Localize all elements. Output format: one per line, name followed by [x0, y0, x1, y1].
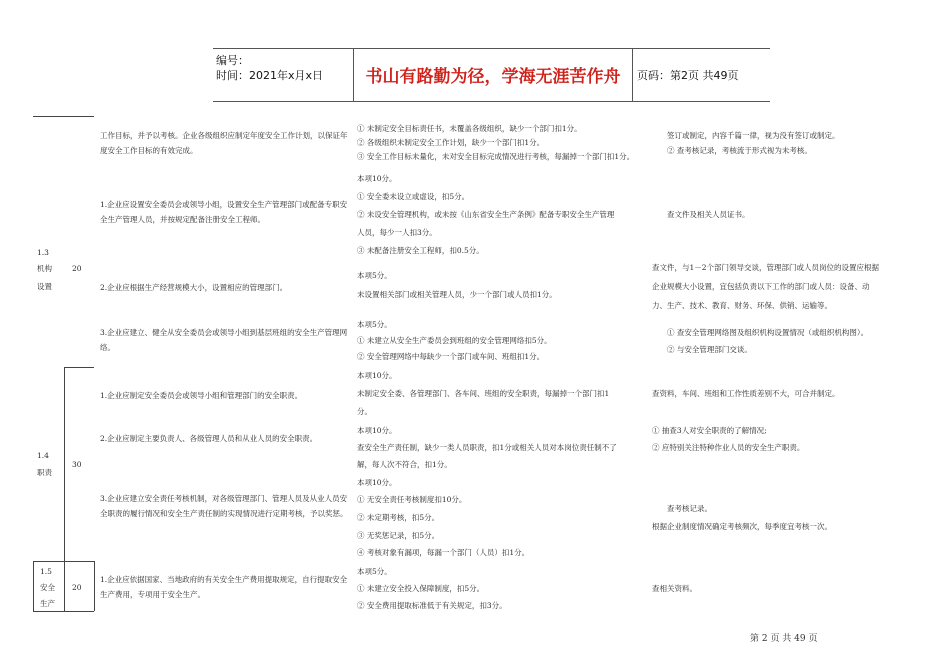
s13-item2-method-line: 力、生产、技术、教育、财务、环保、供销、运输等。: [652, 301, 832, 310]
rule-s14-left: [64, 367, 65, 561]
s14-item2-score-line: 解，每人次不符合，扣1分。: [357, 460, 452, 469]
s13-item1-score-line: 本项10分。: [357, 174, 397, 183]
s14-item3-method-line: 根据企业制度情况确定考核频次，每季度宜考核一次。: [652, 522, 832, 531]
section-name: 生产: [40, 599, 55, 608]
s13-item1-requirement: 1.企业应设置安全委员会或领导小组，设置安全生产管理部门或配备专职安全生产管理人员，并按规定配备注册安全工程师。: [100, 200, 348, 224]
row0-score-line: ② 各级组织未制定安全工作计划，缺少一个部门扣1分。: [357, 138, 545, 147]
section-points: 20: [72, 583, 82, 592]
s13-item3-score-line: ① 未建立从安全生产委员会到班组的安全管理网络扣5分。: [357, 336, 552, 345]
rule-s15-bottom: [33, 611, 94, 612]
s13-item1-score-line: ③ 未配备注册安全工程师，扣0.5分。: [357, 246, 484, 255]
s14-item2-method-line: ② 应特别关注特种作业人员的安全生产职责。: [652, 443, 805, 452]
rule-top: [33, 116, 94, 117]
rule-s14-bottom: [64, 561, 94, 562]
s14-item1-score-line: 本项10分。: [357, 371, 397, 380]
s13-item2-score-line: 本项5分。: [357, 271, 392, 280]
s13-item3-method-line: ① 查安全管理网络图及组织机构设置情况（或组织机构图）。: [667, 328, 869, 337]
page-footer: 第 2 页 共 49 页: [750, 634, 818, 644]
header-motto-cell: [353, 49, 633, 101]
page-header: [213, 48, 770, 102]
s14-item3-method-line: 查考核记录。: [667, 504, 712, 513]
s13-item3-score-line: 本项5分。: [357, 320, 392, 329]
s14-item3-score-line: ③ 无奖惩记录，扣5分。: [357, 531, 440, 540]
s15-item1-score-line: 本项5分。: [357, 567, 392, 576]
s15-item1-method-line: 查相关资料。: [652, 584, 697, 593]
s13-item1-score-line: 人员，每少一人扣3分。: [357, 228, 437, 237]
section-points: 20: [72, 264, 82, 273]
s14-item3-requirement: 3.企业应建立安全责任考核机制，对各级管理部门、管理人员及从业人员安全职责的履行情况和安全生产责任制的实现情况进行定期考核，予以奖惩。: [100, 494, 348, 518]
rule-s15-mid: [64, 561, 65, 611]
s13-item2-requirement: 2.企业应根据生产经营规模大小，设置相应的管理部门。: [100, 283, 288, 292]
s13-item1-score-line: ② 未设安全管理机构，或未按《山东省安全生产条例》配备专职安全生产管理: [357, 210, 615, 219]
rule-s15-left: [33, 561, 34, 611]
section-name: 职责: [37, 468, 52, 477]
s14-item1-score-line: 未制定安全委、各管理部门、各车间、班组的安全职责，每漏掉一个部门扣1: [357, 389, 610, 398]
row0-method-line: ② 查考核记录，考核流于形式视为未考核。: [667, 146, 812, 155]
s14-item2-score-line: 查安全生产责任制，缺少一类人员职责，扣1分或相关人员对本岗位责任制不了: [357, 443, 617, 452]
s15-item1-requirement: 1.企业应依据国家、当地政府的有关安全生产费用提取规定，自行提取安全生产费用，专项用于安全生产。: [100, 575, 348, 599]
section-points: 30: [72, 460, 82, 469]
s14-item2-score-line: 本项10分。: [357, 426, 397, 435]
motto: 书山有路勤为径，学海无涯苦作舟: [365, 67, 621, 87]
s13-item3-requirement: 3.企业应建立、健全从安全委员会或领导小组到基层班组的安全生产管理网络。: [100, 328, 348, 352]
rule-s15-right: [94, 561, 95, 611]
s13-item1-score-line: ① 安全委未设立或虚设，扣5分。: [357, 192, 470, 201]
row0-score-line: ① 未制定安全目标责任书，未覆盖各级组织，缺少一个部门扣1分。: [357, 124, 582, 133]
s14-item3-score-line: 本项10分。: [357, 478, 397, 487]
s14-item1-requirement: 1.企业应制定安全委员会或领导小组和管理部门的安全职责。: [100, 391, 303, 400]
s13-item3-method-line: ② 与安全管理部门交谈。: [667, 345, 752, 354]
s13-item2-score-line: 未设置相关部门或相关管理人员，少一个部门或人员扣1分。: [357, 290, 557, 299]
s14-item3-score-line: ④ 考核对象有漏项，每漏一个部门（人员）扣1分。: [357, 548, 530, 557]
header-info-cell: [213, 49, 353, 101]
rule-s15-top: [33, 561, 64, 562]
s14-item2-requirement: 2.企业应制定主要负责人、各级管理人员和从业人员的安全职责。: [100, 434, 318, 443]
s15-item1-score-line: ① 未建立安全投入保障制度，扣5分。: [357, 584, 485, 593]
row0-requirement: 工作目标，并予以考核。企业各级组织应制定年度安全工作计划，以保证年度安全工作目标的有效完成。: [100, 131, 348, 155]
s14-item3-score-line: ① 无安全责任考核制度扣10分。: [357, 495, 467, 504]
s15-item1-score-line: ② 安全费用提取标准低于有关规定，扣3分。: [357, 601, 507, 610]
s14-item1-score-line: 分。: [357, 407, 372, 416]
row0-method-line: 签订或制定，内容千篇一律，视为没有签订或制定。: [667, 131, 840, 140]
section-code: 1.3: [37, 248, 49, 257]
section-name: 安全: [40, 583, 55, 592]
s14-item2-method-line: ① 抽查3人对安全职责的了解情况;: [652, 426, 767, 435]
s13-item1-method-line: 查文件及相关人员证书。: [667, 210, 750, 219]
section-name: 机构: [37, 264, 52, 273]
section-name: 设置: [37, 282, 52, 291]
header-page-cell: [631, 49, 770, 101]
s14-item1-method-line: 查资料，车间、班组和工作性质差别不大，可合并制定。: [652, 389, 840, 398]
s14-item3-score-line: ② 未定期考核，扣5分。: [357, 513, 440, 522]
section-code: 1.4: [37, 451, 49, 460]
section-code: 1.5: [40, 567, 52, 576]
rule-s14-top: [64, 367, 94, 368]
row0-score-line: ③ 安全工作目标未量化，未对安全目标完成情况进行考核，每漏掉一个部门扣1分。: [357, 152, 635, 161]
s13-item3-score-line: ② 安全管理网络中每缺少一个部门或车间、班组扣1分。: [357, 352, 545, 361]
time-label: 时间：2021年x月x日: [216, 69, 324, 82]
s13-item2-method-line: 查文件，与1－2个部门领导交谈，管理部门或人员岗位的设置应根据: [652, 263, 880, 272]
s13-item2-method-line: 企业规模大小设置，宜包括负责以下工作的部门或人员：设备、动: [652, 282, 870, 291]
serial-label: 编号：: [216, 54, 249, 67]
page-label: 页码：第2页 共49页: [637, 69, 739, 82]
